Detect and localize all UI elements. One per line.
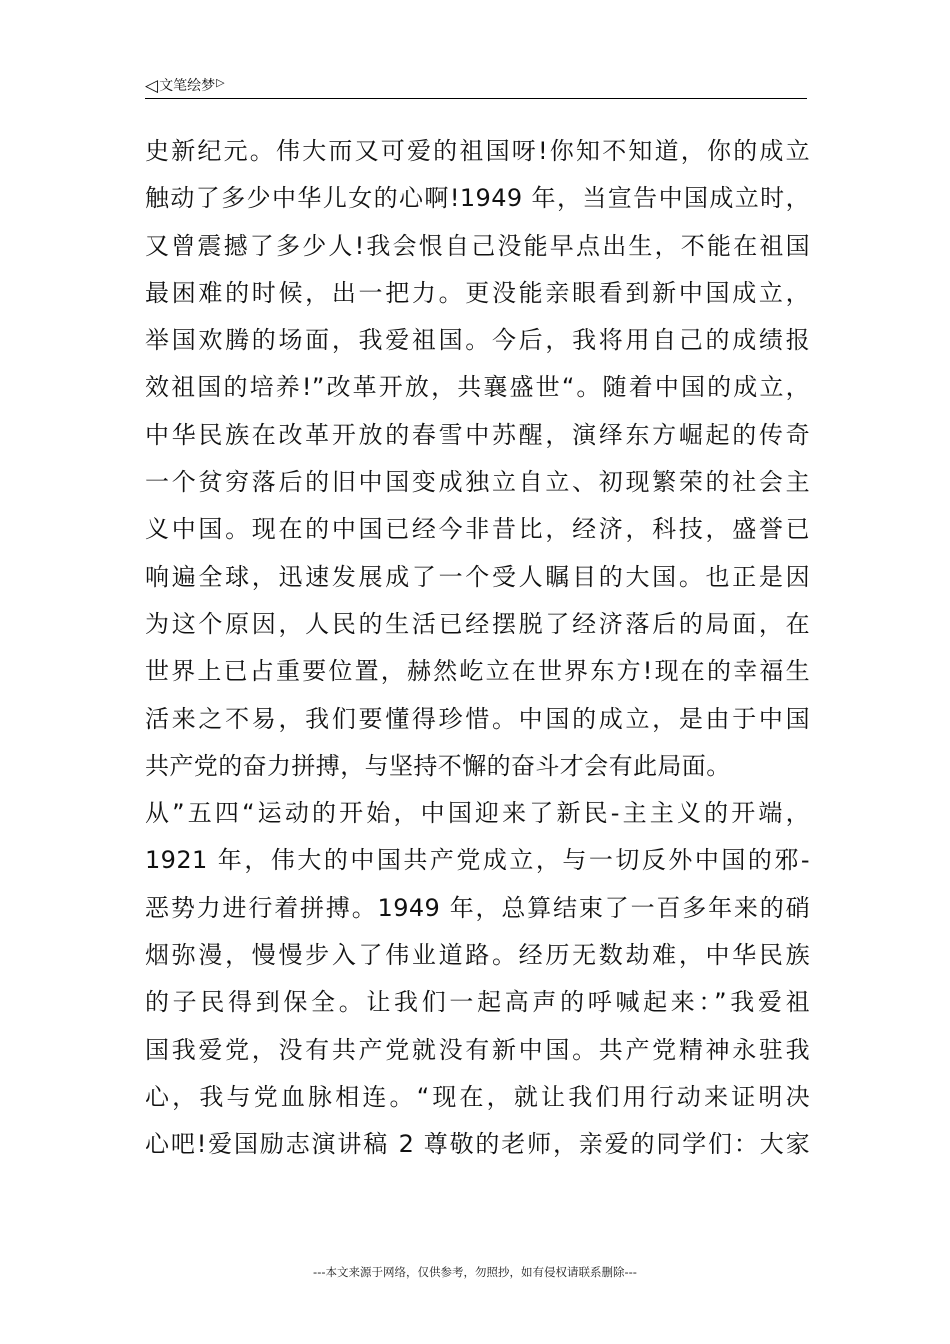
text-line: 的子民得到保全。让我们一起高声的呼喊起来：”我爱祖 bbox=[145, 988, 810, 1017]
body-text bbox=[145, 128, 810, 1169]
text-line: 史新纪元。伟大而又可爱的祖国呀!你知不知道，你的成立 bbox=[145, 137, 810, 165]
text-line: 烟弥漫，慢慢步入了伟业道路。经历无数劫难，中华民族 bbox=[145, 941, 810, 970]
text-line: 1921 年，伟大的中国共产党成立，与一切反外中国的邪- bbox=[145, 846, 810, 875]
text-line: 举国欢腾的场面，我爱祖国。今后，我将用自己的成绩报 bbox=[145, 326, 810, 355]
text-line: 心，我与党血脉相连。“现在，就让我们用行动来证明决 bbox=[145, 1082, 810, 1111]
text-line: 又曾震撼了多少人!我会恨自己没能早点出生，不能在祖国 bbox=[145, 231, 810, 260]
text-line: 触动了多少中华儿女的心啊!1949 年，当宣告中国成立时， bbox=[145, 184, 810, 213]
text-line: 为这个原因，人民的生活已经摆脱了经济落后的局面，在 bbox=[145, 609, 810, 638]
text-line: 效祖国的培养!”改革开放，共襄盛世“。随着中国的成立， bbox=[145, 373, 810, 402]
text-line: 最困难的时候，出一把力。更没能亲眼看到新中国成立， bbox=[145, 278, 810, 307]
triangle-right-icon: ▷ bbox=[216, 76, 225, 89]
text-line: 活来之不易，我们要懂得珍惜。中国的成立，是由于中国 bbox=[145, 704, 810, 733]
text-line: 世界上已占重要位置，赫然屹立在世界东方!现在的幸福生 bbox=[145, 657, 810, 686]
text-line: 从”五四“运动的开始，中国迎来了新民-主主义的开端， bbox=[145, 799, 810, 828]
header-title: 文笔绘梦 bbox=[159, 78, 216, 94]
text-line: 义中国。现在的中国已经今非昔比，经济，科技，盛誉已 bbox=[145, 515, 810, 544]
text-line: 心吧!爱国励志演讲稿 2 尊敬的老师，亲爱的同学们：大家 bbox=[145, 1130, 810, 1159]
text-line: 响遍全球，迅速发展成了一个受人瞩目的大国。也正是因 bbox=[145, 562, 810, 591]
text-line: 一个贫穷落后的旧中国变成独立自立、初现繁荣的社会主 bbox=[145, 468, 810, 497]
page-footer: ---本文来源于网络，仅供参考，勿照抄，如有侵权请联系删除--- bbox=[313, 1265, 637, 1279]
text-line: 恶势力进行着拼搏。1949 年，总算结束了一百多年来的硝 bbox=[145, 893, 810, 922]
text-line: 共产党的奋力拼搏，与坚持不懈的奋斗才会有此局面。 bbox=[145, 751, 731, 780]
page-header bbox=[145, 74, 807, 99]
text-line: 国我爱党，没有共产党就没有新中国。共产党精神永驻我 bbox=[145, 1035, 810, 1064]
text-line: 中华民族在改革开放的春雪中苏醒，演绎东方崛起的传奇 bbox=[145, 420, 810, 449]
triangle-left-icon: ◁ bbox=[145, 76, 159, 96]
